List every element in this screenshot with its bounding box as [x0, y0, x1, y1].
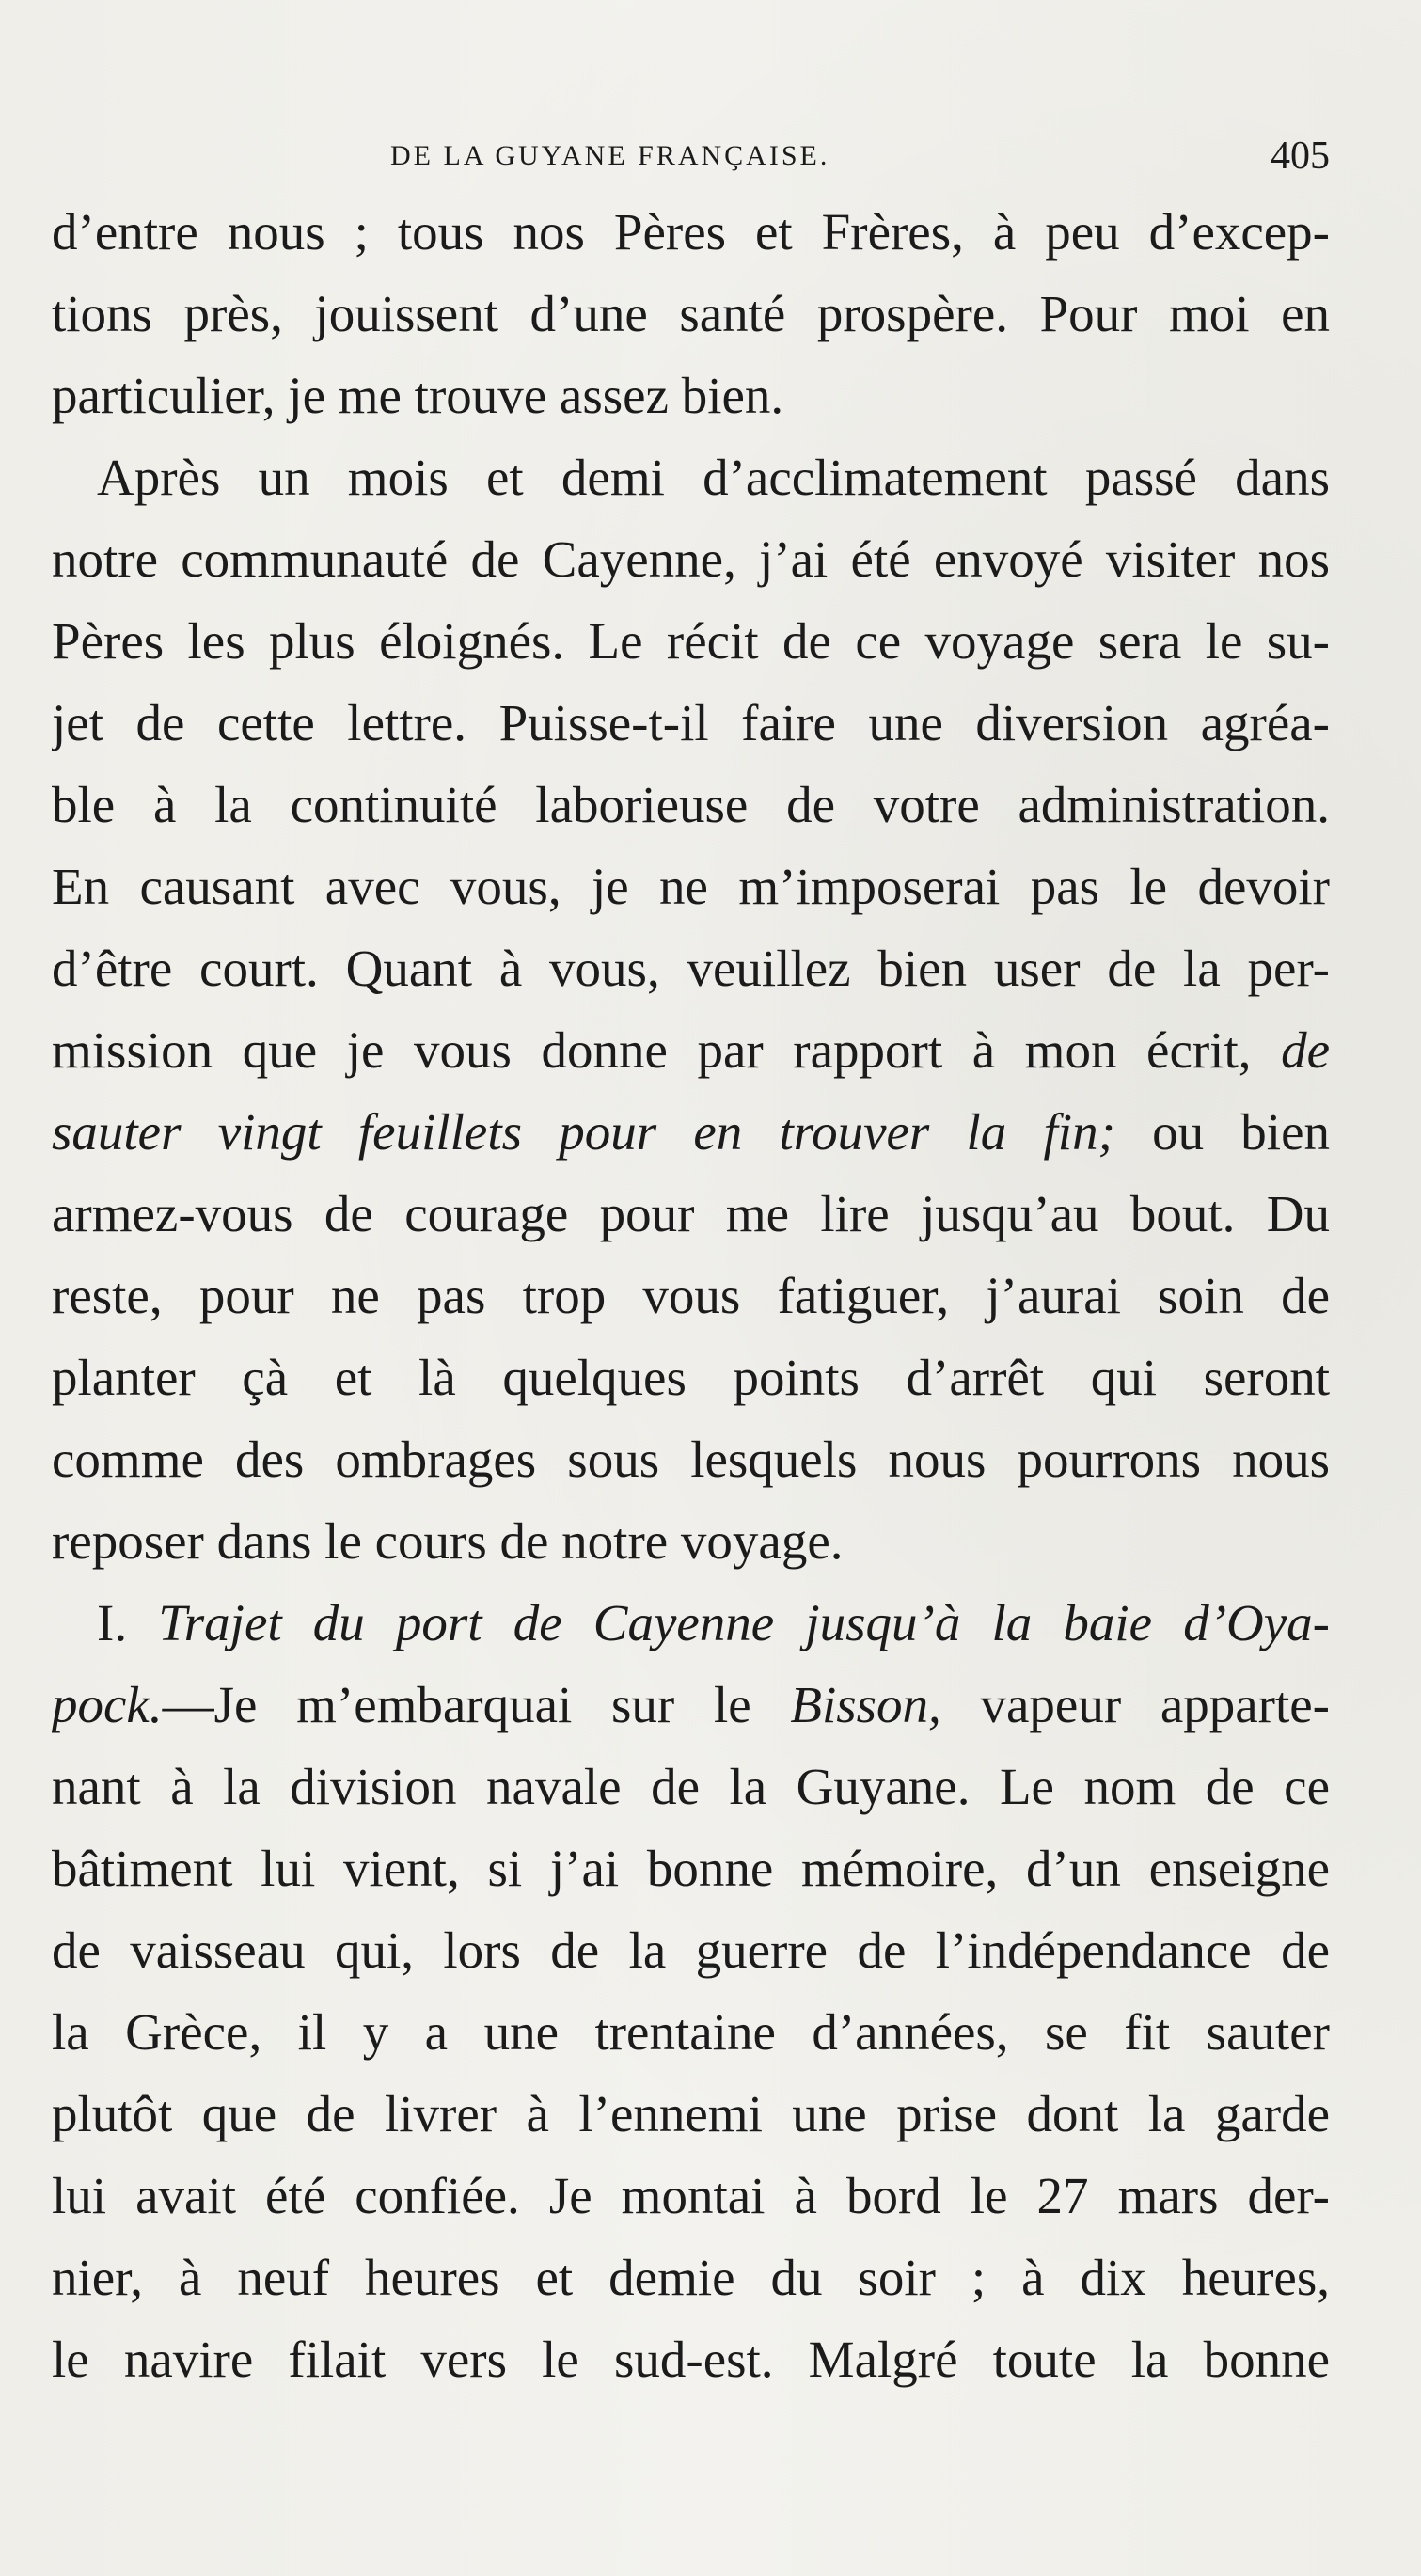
text-line: [52, 518, 1330, 600]
text-line: [52, 2073, 1330, 2155]
text-segment: le navire filait vers le sud-est. Malgré toute la bonne: [52, 2331, 1330, 2388]
text-line: [52, 1418, 1330, 1500]
text-segment: notre communauté de Cayenne, j’ai été envoyé visiter nos: [52, 530, 1330, 588]
text-segment: En causant avec vous, je ne m’imposerai pas le devoir: [52, 858, 1330, 915]
ship-name: Bisson,: [790, 1676, 941, 1733]
text-line: [52, 764, 1330, 845]
text-line: [52, 845, 1330, 927]
text-line: [52, 600, 1330, 682]
text-segment: comme des ombrages sous lesquels nous pourrons nous: [52, 1430, 1330, 1488]
text-line: [52, 355, 1330, 436]
text-line: [52, 436, 1330, 518]
text-line: [52, 1664, 1330, 1746]
text-segment: de vaisseau qui, lors de la guerre de l’indépendance de: [52, 1921, 1330, 1979]
text-line: [52, 191, 1330, 273]
text-line: [52, 273, 1330, 355]
text-segment: nant à la division navale de la Guyane. Le nom de ce: [52, 1758, 1330, 1815]
text-segment: d’être court. Quant à vous, veuillez bien user de la per-: [52, 940, 1330, 997]
section-heading-line: [52, 1582, 1330, 1664]
text-line: [52, 1255, 1330, 1336]
text-segment: plutôt que de livrer à l’ennemi une prise dont la garde: [52, 2085, 1330, 2142]
text-segment: d’entre nous ; tous nos Pères et Frères, à peu d’excep-: [52, 203, 1330, 261]
text-segment: lui avait été confiée. Je montai à bord le 27 mars der-: [52, 2167, 1330, 2224]
text-segment: jet de cette lettre. Puisse-t-il faire une diversion agréa-: [52, 694, 1330, 751]
italic-segment: de: [1281, 1021, 1330, 1079]
text-segment: —Je m’embarquai sur le: [162, 1676, 791, 1733]
section-number: I.: [97, 1594, 159, 1651]
page-number: 405: [1271, 134, 1330, 178]
text-segment: particulier, je me trouve assez bien.: [52, 367, 784, 424]
text-segment: vapeur apparte-: [940, 1676, 1330, 1733]
text-segment: planter çà et là quelques points d’arrêt qui seront: [52, 1349, 1330, 1406]
text-line: [52, 2236, 1330, 2318]
text-segment: bâtiment lui vient, si j’ai bonne mémoire, d’un enseigne: [52, 1840, 1330, 1897]
text-segment: reste, pour ne pas trop vous fatiguer, j’aurai soin de: [52, 1267, 1330, 1324]
text-line: [52, 1336, 1330, 1418]
section-title: Trajet du port de Cayenne jusqu’à la baie d’Oya-: [158, 1594, 1330, 1651]
text-line: [52, 2155, 1330, 2236]
text-line: [52, 927, 1330, 1009]
text-segment: nier, à neuf heures et demie du soir ; à dix heures,: [52, 2249, 1330, 2306]
text-line: [52, 1746, 1330, 1827]
section-title: pock.: [52, 1676, 163, 1733]
text-segment: tions près, jouissent d’une santé prospère. Pour moi en: [52, 285, 1330, 342]
text-line: [52, 1173, 1330, 1255]
text-line: [52, 2318, 1330, 2400]
text-segment: reposer dans le cours de notre voyage.: [52, 1512, 844, 1570]
text-segment: ou bien: [1114, 1103, 1330, 1161]
running-title: DE LA GUYANE FRANÇAISE.: [390, 140, 830, 171]
text-segment: ble à la continuité laborieuse de votre administration.: [52, 776, 1330, 833]
text-segment: Après un mois et demi d’acclimatement passé dans: [97, 449, 1330, 506]
text-segment: la Grèce, il y a une trentaine d’années, se fit sauter: [52, 2003, 1330, 2061]
text-segment: mission que je vous donne par rapport à mon écrit,: [52, 1021, 1282, 1079]
text-line: [52, 1009, 1330, 1091]
text-line: [52, 1500, 1330, 1582]
text-line: [52, 1827, 1330, 1909]
text-line: [52, 1991, 1330, 2073]
text-segment: armez-vous de courage pour me lire jusqu’au bout. Du: [52, 1185, 1330, 1242]
text-line: [52, 1091, 1330, 1173]
text-line: [52, 1909, 1330, 1991]
text-segment: Pères les plus éloignés. Le récit de ce voyage sera le su-: [52, 612, 1330, 670]
page-header: [52, 128, 1330, 184]
body-text: [52, 191, 1330, 2400]
italic-segment: sauter vingt feuillets pour en trouver la fin;: [52, 1103, 1115, 1161]
text-line: [52, 682, 1330, 764]
